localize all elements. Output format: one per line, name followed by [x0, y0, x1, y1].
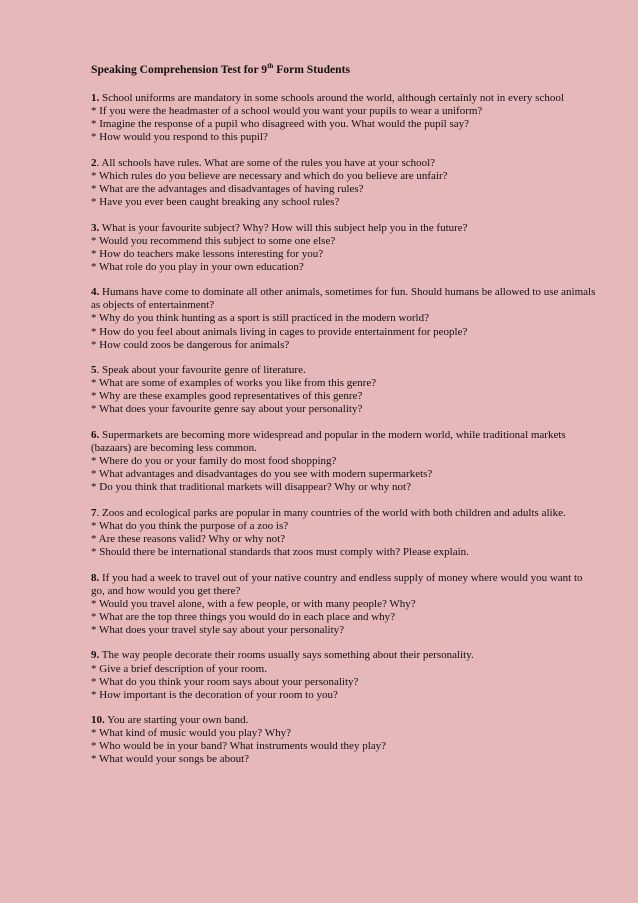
section-prompt-text: . Speak about your favourite genre of literature. [96, 364, 306, 377]
section-question: * What are some of examples of works you like from this genre? [91, 377, 377, 390]
section-number: 4. [91, 286, 100, 299]
section-question: * Which rules do you believe are necessary and which do you believe are unfair? [91, 169, 448, 182]
section-question: * What do you think the purpose of a zoo is? [91, 519, 289, 532]
section-question: * Are these reasons valid? Why or why not? [91, 532, 286, 545]
section-prompt [91, 286, 598, 312]
section-prompt [91, 507, 598, 520]
section-question: * What would your songs be about? [91, 753, 250, 766]
title-text-pre: Speaking Comprehension Test for 9 [91, 63, 268, 76]
question-section [91, 222, 598, 274]
section-prompt-text: If you had a week to travel out of your native country and endless supply of money where would you want to go, and how would you get there? [91, 571, 583, 597]
section-question: * Give a brief description of your room. [91, 662, 267, 675]
section-question: * What kind of music would you play? Why? [91, 727, 292, 740]
section-question: * Would you recommend this subject to some one else? [91, 234, 336, 247]
section-prompt-text: What is your favourite subject? Why? How will this subject help you in the future? [99, 221, 468, 234]
title-superscript: th [267, 62, 274, 71]
section-prompt [91, 222, 598, 235]
section-prompt-text: You are starting your own band. [104, 714, 249, 727]
section-prompt [91, 572, 598, 598]
section-number: 7 [91, 506, 97, 519]
section-question: * What do you think your room says about your personality? [91, 675, 359, 688]
section-question: * Imagine the response of a pupil who disagreed with you. What would the pupil say? [91, 118, 469, 131]
section-question: * Would you travel alone, with a few people, or with many people? Why? [91, 597, 416, 610]
section-number: 6. [91, 428, 100, 441]
title-text-post: Form Students [273, 63, 350, 76]
section-question: * What advantages and disadvantages do you see with modern supermarkets? [91, 468, 433, 481]
question-section [91, 714, 598, 766]
section-number: 8. [91, 571, 100, 584]
section-question: * Where do you or your family do most food shopping? [91, 455, 337, 468]
section-question: * What does your travel style say about your personality? [91, 623, 345, 636]
section-prompt [91, 429, 598, 455]
page-title [91, 63, 598, 77]
question-list [91, 92, 598, 767]
section-question: * How do you feel about animals living in cages to provide entertainment for people? [91, 325, 468, 338]
section-prompt [91, 157, 598, 170]
question-section [91, 507, 598, 559]
question-section [91, 429, 598, 494]
question-section [91, 92, 598, 144]
section-number: 3. [91, 221, 100, 234]
section-prompt [91, 714, 598, 727]
section-question: * What role do you play in your own education? [91, 260, 304, 273]
section-prompt-text: School uniforms are mandatory in some schools around the world, although certainly not in every school [99, 92, 564, 104]
section-number: 5 [91, 364, 97, 377]
section-question: * How could zoos be dangerous for animals? [91, 338, 290, 351]
section-number: 9. [91, 649, 100, 662]
section-number: 1. [91, 92, 100, 104]
section-question: * Do you think that traditional markets will disappear? Why or why not? [91, 481, 411, 494]
question-section [91, 286, 598, 351]
section-prompt-text: . All schools have rules. What are some of the rules you have at your school? [96, 156, 436, 169]
section-prompt [91, 649, 598, 662]
section-question: * What are the advantages and disadvantages of having rules? [91, 182, 364, 195]
section-question: * If you were the headmaster of a school would you want your pupils to wear a uniform? [91, 105, 483, 118]
section-question: * What are the top three things you would do in each place and why? [91, 610, 396, 623]
section-question: * Have you ever been caught breaking any school rules? [91, 196, 340, 209]
section-question: * How important is the decoration of your room to you? [91, 688, 338, 701]
section-number: 10. [91, 714, 105, 727]
question-section [91, 364, 598, 416]
section-prompt-text: Supermarkets are becoming more widespread and popular in the modern world, while traditional markets (bazaars) are becoming less common. [91, 428, 566, 455]
section-number: 2 [91, 156, 97, 169]
section-prompt-text: . Zoos and ecological parks are popular in many countries of the world with both children and adults alike. [96, 506, 566, 519]
section-question: * Why do you think hunting as a sport is still practiced in the modern world? [91, 312, 429, 325]
section-question: * Who would be in your band? What instruments would they play? [91, 740, 387, 753]
section-prompt-text: The way people decorate their rooms usually says something about their personality. [99, 649, 474, 662]
section-question: * How would you respond to this pupil? [91, 131, 268, 144]
section-prompt [91, 364, 598, 377]
question-section [91, 649, 598, 701]
question-section [91, 572, 598, 637]
section-question: * Why are these examples good representatives of this genre? [91, 390, 363, 403]
section-question: * Should there be international standards that zoos must comply with? Please explain. [91, 546, 469, 559]
section-question: * How do teachers make lessons interesting for you? [91, 247, 324, 260]
section-prompt-text: Humans have come to dominate all other animals, sometimes for fun. Should humans be allowed to use animals as objects of entertainment? [91, 286, 596, 312]
question-section [91, 157, 598, 209]
section-question: * What does your favourite genre say about your personality? [91, 403, 363, 416]
section-prompt [91, 92, 598, 105]
